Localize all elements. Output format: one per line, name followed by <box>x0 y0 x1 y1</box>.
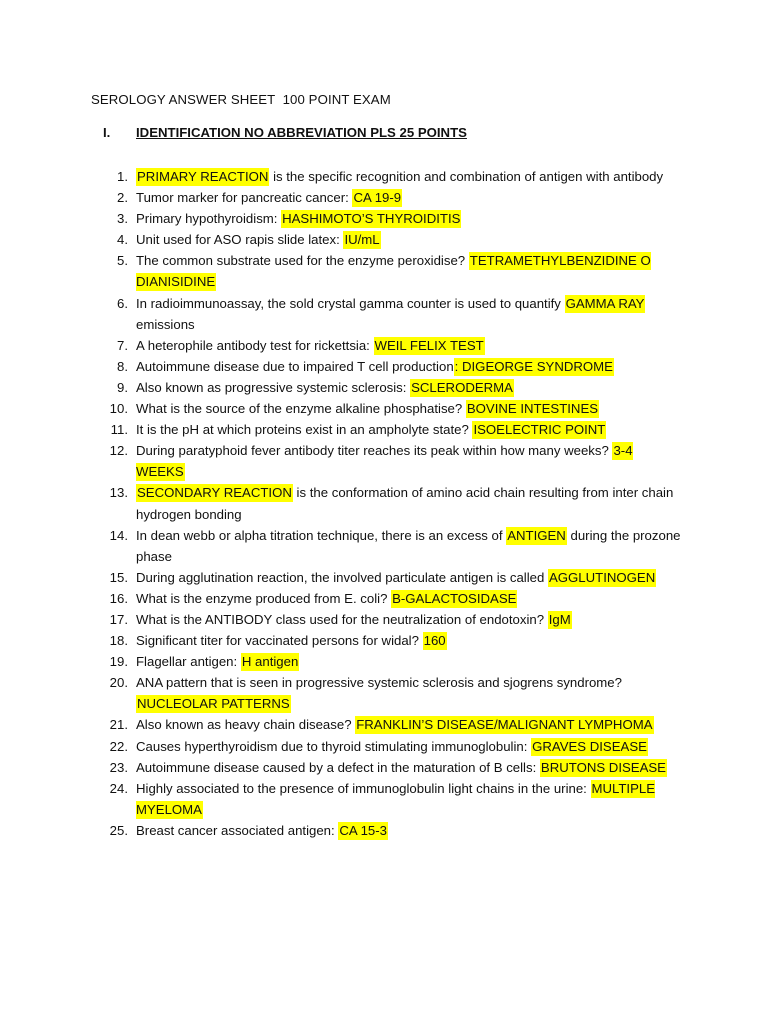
item-text <box>136 252 651 291</box>
highlighted-answer: TETRAMETHYLBENZIDINE O DIANISIDINE <box>136 253 651 290</box>
list-item <box>0 588 684 609</box>
question-text: What is the enzyme produced from E. coli? <box>136 590 392 606</box>
list-item <box>0 757 684 778</box>
highlighted-answer: SECONDARY REACTION <box>137 485 292 501</box>
question-text-continued: during the prozone phase <box>136 527 681 564</box>
item-text <box>136 189 402 207</box>
item-text <box>136 442 633 481</box>
list-item <box>0 356 684 377</box>
list-item <box>0 609 684 630</box>
question-text: Tumor marker for pancreatic cancer: <box>136 190 353 206</box>
list-item <box>0 651 684 672</box>
document-title: SEROLOGY ANSWER SHEET 100 POINT EXAM <box>91 92 391 107</box>
item-number: 11. <box>110 422 128 438</box>
highlighted-answer: 160 <box>423 633 446 649</box>
item-number: 1. <box>117 169 128 184</box>
item-text <box>136 400 599 418</box>
item-text <box>136 484 673 521</box>
item-number: 23. <box>109 759 128 775</box>
question-text: In dean webb or alpha titration technique, there is an excess of <box>136 527 507 543</box>
item-number: 10. <box>109 401 128 417</box>
section-numeral: I. <box>103 125 111 140</box>
highlighted-answer: NUCLEOLAR PATTERNS <box>137 696 290 712</box>
item-number: 7. <box>117 337 128 353</box>
item-text <box>136 358 614 376</box>
item-text <box>136 759 667 777</box>
highlighted-answer: PRIMARY REACTION <box>137 169 269 184</box>
item-text <box>136 716 654 734</box>
item-number: 13. <box>109 485 128 501</box>
item-text <box>136 168 663 186</box>
list-item <box>0 567 684 588</box>
item-number: 15. <box>109 569 128 585</box>
highlighted-answer: H antigen <box>241 654 299 670</box>
item-text <box>136 590 517 608</box>
question-text: Unit used for ASO rapis slide latex: <box>136 232 344 248</box>
question-text: What is the ANTIBODY class used for the neutralization of endotoxin? <box>136 611 548 627</box>
question-text-continued: is the conformation of amino acid chain resulting from inter chain hydrogen bonding <box>136 485 674 522</box>
item-text <box>136 421 606 439</box>
question-text: Primary hypothyroidism: <box>136 211 282 227</box>
question-text: Causes hyperthyroidism due to thyroid stimulating immunoglobulin: <box>136 738 532 754</box>
list-item <box>0 377 684 398</box>
highlighted-answer: WEIL FELIX TEST <box>374 337 484 353</box>
list-item <box>0 335 684 356</box>
list-item <box>0 398 684 419</box>
question-text: It is the pH at which proteins exist in an ampholyte state? <box>136 422 473 438</box>
question-text: Flagellar antigen: <box>136 654 241 670</box>
highlighted-answer: ISOELECTRIC POINT <box>473 422 606 438</box>
highlighted-answer: HASHIMOTO’S THYROIDITIS <box>282 211 461 227</box>
item-text <box>136 569 656 587</box>
highlighted-answer: AGGLUTINOGEN <box>549 569 656 585</box>
list-item <box>0 630 684 651</box>
list-item <box>0 229 684 250</box>
item-text <box>136 653 299 671</box>
question-text: Breast cancer associated antigen: <box>136 822 339 838</box>
question-text: During agglutination reaction, the involved particulate antigen is called <box>136 569 548 585</box>
item-number: 14. <box>109 527 128 543</box>
list-item <box>0 778 684 820</box>
list-item <box>0 482 684 524</box>
item-text <box>136 738 648 756</box>
highlighted-answer: SCLERODERMA <box>411 379 513 395</box>
highlighted-answer: GAMMA RAY <box>565 295 645 311</box>
item-number: 3. <box>117 211 128 227</box>
item-number: 6. <box>117 295 128 311</box>
item-number: 2. <box>117 190 128 206</box>
list-item <box>0 736 684 757</box>
item-number: 22. <box>109 738 128 754</box>
question-text: Also known as progressive systemic sclerosis: <box>136 379 411 395</box>
item-number: 24. <box>109 780 128 796</box>
item-number: 20. <box>109 675 128 691</box>
item-text <box>136 231 381 249</box>
list-item <box>0 293 684 335</box>
item-text <box>136 675 622 713</box>
list-item <box>0 187 684 208</box>
item-number: 18. <box>109 633 128 649</box>
section-heading: IDENTIFICATION NO ABBREVIATION PLS 25 POINTS <box>136 125 467 140</box>
highlighted-answer: BOVINE INTESTINES <box>466 401 599 417</box>
list-item <box>0 419 684 440</box>
question-text: What is the source of the enzyme alkaline phosphatise? <box>136 401 466 417</box>
highlighted-answer: BRUTONS DISEASE <box>540 759 666 775</box>
highlighted-answer: GRAVES DISEASE <box>532 738 647 754</box>
item-text <box>136 822 388 840</box>
question-text: During paratyphoid fever antibody titer reaches its peak within how many weeks? <box>136 443 613 459</box>
question-text: A heterophile antibody test for rickettsia: <box>136 337 374 353</box>
highlighted-answer: CA 19-9 <box>353 190 402 206</box>
highlighted-answer: MULTIPLE MYELOMA <box>136 780 656 817</box>
highlighted-answer: B-GALACTOSIDASE <box>392 590 517 606</box>
item-text <box>136 295 645 332</box>
list-item <box>0 525 684 567</box>
highlighted-answer: IgM <box>548 611 571 627</box>
question-text: Also known as heavy chain disease? <box>136 717 356 733</box>
question-text: Autoimmune disease due to impaired T cell production <box>136 358 454 374</box>
list-item <box>0 166 684 187</box>
list-item <box>0 672 684 714</box>
list-item <box>0 714 684 735</box>
question-text-continued: is the specific recognition and combination of antigen with antibody <box>269 169 664 184</box>
question-text: In radioimmunoassay, the sold crystal gamma counter is used to quantify <box>136 295 565 311</box>
item-number: 17. <box>109 611 128 627</box>
highlighted-answer: CA 15-3 <box>339 822 387 838</box>
item-text <box>136 527 680 564</box>
question-text: ANA pattern that is seen in progressive systemic sclerosis and sjogrens syndrome? <box>136 675 622 691</box>
item-text <box>136 210 461 228</box>
item-number: 9. <box>117 379 128 395</box>
question-text: Autoimmune disease caused by a defect in the maturation of B cells: <box>136 759 540 775</box>
highlighted-answer: 3-4 WEEKS <box>136 443 633 480</box>
highlighted-answer: : DIGEORGE SYNDROME <box>454 358 613 374</box>
item-text <box>136 780 655 819</box>
list-item <box>0 208 684 229</box>
item-number: 5. <box>117 253 128 269</box>
item-number: 4. <box>117 232 128 248</box>
item-number: 25. <box>109 822 128 838</box>
highlighted-answer: ANTIGEN <box>507 527 566 543</box>
list-item <box>0 250 684 292</box>
question-text: Significant titer for vaccinated persons for widal? <box>136 633 423 649</box>
highlighted-answer: IU/mL <box>344 232 380 248</box>
item-text <box>136 337 485 355</box>
question-text: Highly associated to the presence of immunoglobulin light chains in the urine: <box>136 780 591 796</box>
question-text: The common substrate used for the enzyme peroxidise? <box>136 253 469 269</box>
question-text-continued: emissions <box>136 316 195 332</box>
item-number: 21. <box>109 717 128 733</box>
answer-list <box>0 166 768 841</box>
item-number: 8. <box>117 358 128 374</box>
list-item <box>0 440 684 482</box>
item-number: 12. <box>109 443 128 459</box>
item-text <box>136 611 572 629</box>
highlighted-answer: FRANKLIN’S DISEASE/MALIGNANT LYMPHOMA <box>356 717 653 733</box>
list-item <box>0 820 684 841</box>
item-text <box>136 379 514 397</box>
item-number: 16. <box>109 590 128 606</box>
item-text <box>136 632 447 650</box>
item-number: 19. <box>109 654 128 670</box>
